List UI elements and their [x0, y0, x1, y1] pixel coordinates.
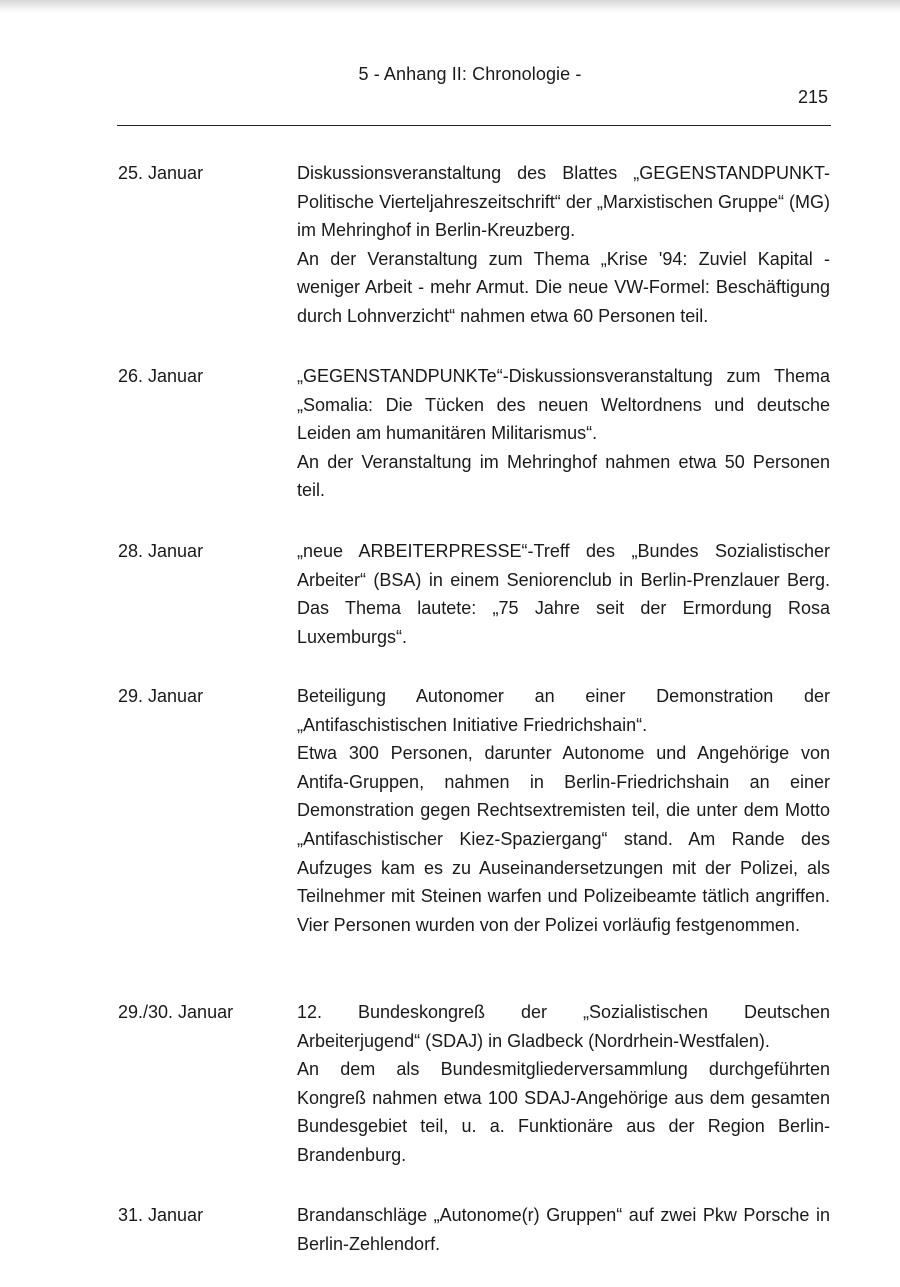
entry-date: 31. Januar — [118, 1205, 204, 1225]
entry-description — [297, 159, 830, 331]
header-divider — [117, 125, 831, 126]
entry-description — [297, 362, 830, 505]
entry-paragraph: „GEGENSTANDPUNKTe“-Diskussionsveranstaltung zum Thema „Somalia: Die Tücken des neuen Weltordnens und deutsche Leiden am humanitären Militarismus“. — [297, 366, 830, 444]
scan-edge-shadow — [0, 0, 900, 14]
entry-date: 25. Januar — [118, 163, 204, 183]
entry-description — [297, 537, 830, 651]
entry-paragraph: An der Veranstaltung im Mehringhof nahmen etwa 50 Personen teil. — [297, 451, 830, 501]
entry-paragraph: An der Veranstaltung zum Thema „Krise '94: Zuviel Kapital - weniger Arbeit - mehr Armut. Die neue VW-Formel: Beschäftigung durch Lohnverzicht“ nahmen etwa 60 Personen teil. — [297, 248, 830, 326]
entry-paragraph: An dem als Bundesmitgliederversammlung durchgeführten Kongreß nahmen etwa 100 SDAJ-Angehörige aus dem gesamten Bundesgebiet teil, u. a. Funktionäre aus der Region Berlin-Brandenburg. — [297, 1059, 830, 1165]
entry-paragraph: Diskussionsveranstaltung des Blattes „GEGENSTANDPUNKT-Politische Vierteljahreszeitschrift“ der „Marxistischen Gruppe“ (MG) im Mehringhof in Berlin-Kreuzberg. — [297, 163, 830, 241]
entry-description — [297, 682, 830, 939]
entry-paragraph: Beteiligung Autonomer an einer Demonstration der „Antifaschistischen Initiative Friedrichshain“. — [297, 686, 830, 735]
entry-description — [297, 998, 830, 1170]
entry-paragraph: 12. Bundeskongreß der „Sozialistischen Deutschen Arbeiterjugend“ (SDAJ) in Gladbeck (Nordrhein-Westfalen). — [297, 1002, 830, 1051]
entry-paragraph: „neue ARBEITERPRESSE“-Treff des „Bundes Sozialistischer Arbeiter“ (BSA) in einem Seniorenclub in Berlin-Prenzlauer Berg. Das Thema lautete: „75 Jahre seit der Ermordung Rosa Luxemburgs“. — [297, 541, 830, 647]
entry-date: 26. Januar — [118, 366, 204, 386]
page-number: 215 — [797, 87, 828, 107]
entry-description — [297, 1201, 830, 1258]
entry-paragraph: Etwa 300 Personen, darunter Autonome und Angehörige von Antifa-Gruppen, nahmen in Berlin-Friedrichshain an einer Demonstration gegen Rechtsextremisten teil, die unter dem Motto „Antifaschistischer Kiez-Spaziergang“ stand. Am Rande des Aufzuges kam es zu Auseinandersetzungen mit der Polizei, als Teilnehmer mit Steinen warfen und Polizeibeamte tätlich angriffen. Vier Personen wurden von der Polizei vorläufig festgenommen. — [297, 743, 830, 935]
entry-paragraph: Brandanschläge „Autonome(r) Gruppen“ auf zwei Pkw Porsche in Berlin-Zehlendorf. — [297, 1205, 830, 1254]
page-header-title: 5 - Anhang II: Chronologie - — [358, 64, 582, 84]
entry-date: 29. Januar — [118, 686, 204, 706]
entry-date: 28. Januar — [118, 541, 204, 561]
entry-date: 29./30. Januar — [118, 1002, 234, 1022]
